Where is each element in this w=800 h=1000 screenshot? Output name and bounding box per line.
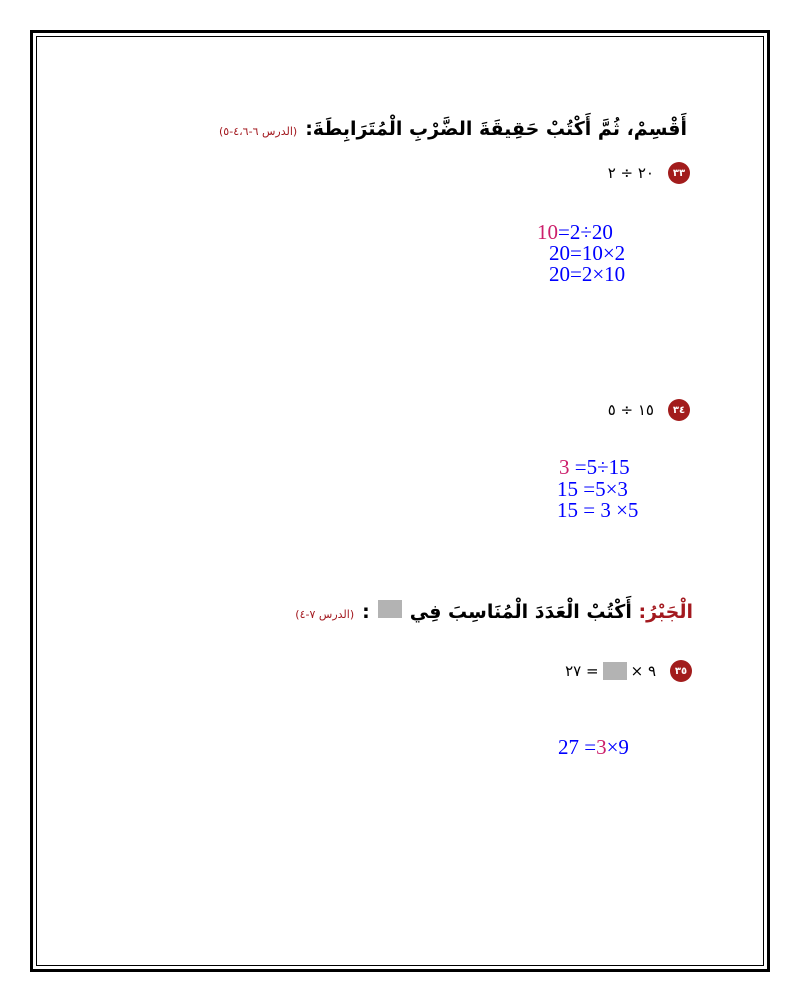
problem34-row (608, 399, 690, 421)
problem33-answer-3: 20=2×10 (549, 262, 626, 286)
problem33-answer-1: 10=2÷20 (537, 220, 613, 244)
section2-lesson-ref: (الدرس ٧-٤) (295, 608, 355, 621)
section2-heading-rest: أَكْتُبْ الْعَدَدَ الْمُنَاسِبَ فِي (409, 601, 632, 623)
problem33-quotient: 10 (537, 220, 558, 244)
problem35-blank-icon (603, 662, 627, 680)
problem33-answer-2: 20=10×2 (549, 241, 626, 265)
problem35-missing-number: 3 (596, 735, 607, 759)
section1-heading-row (219, 118, 687, 140)
blank-box-icon (378, 600, 402, 618)
problem34-quotient: 3 (559, 455, 570, 479)
problem35-expression (565, 662, 656, 680)
section2-heading-keyword: الْجَبْرُ: (638, 601, 693, 623)
problem34-number-badge: ٣٤ (668, 399, 690, 421)
problem34-answer-2: 15 =5×3 (557, 477, 628, 501)
problem33-row (608, 162, 690, 184)
problem33-number-badge: ٣٣ (668, 162, 690, 184)
section1-heading-verb: أَقْسِمْ، (626, 118, 687, 140)
section2-colon: : (362, 601, 370, 623)
problem35-number-badge: ٣٥ (670, 660, 692, 682)
section1-heading-rest: ثُمَّ أَكْتُبْ حَقِيقَةَ الضَّرْبِ الْمُتَرَابِطَةَ: (305, 118, 620, 140)
problem33-expression: ٢٠ ÷ ٢ (607, 164, 654, 182)
problem35-row (565, 660, 692, 682)
problem35-answer: 27 =3×9 (558, 735, 629, 759)
problem34-expression: ١٥ ÷ ٥ (607, 401, 654, 419)
section2-heading (410, 601, 693, 623)
section1-heading (305, 118, 687, 140)
section1-lesson-ref: (الدرس ٦-٤،٦-٥) (219, 125, 298, 138)
problem34-answer-3: 15 = 3 ×5 (557, 498, 639, 522)
problem35-expr-left: ٩ × (630, 662, 656, 680)
problem35-expr-right: = ٢٧ (565, 662, 599, 680)
section2-heading-row (295, 600, 693, 623)
problem34-answer-1: 3 =5÷15 (559, 455, 630, 479)
